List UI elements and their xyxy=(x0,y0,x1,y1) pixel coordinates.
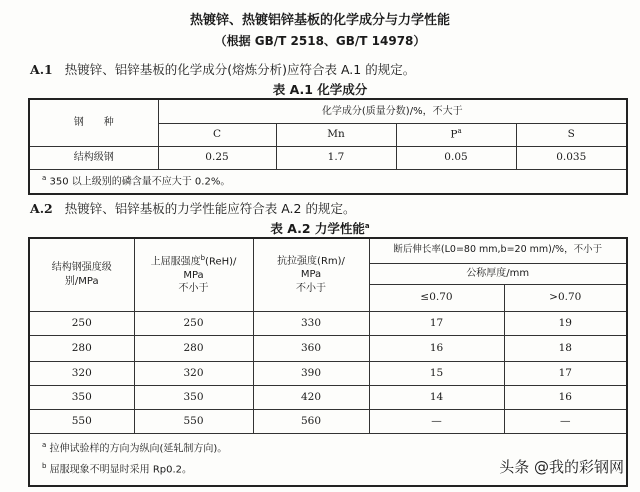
table-row xyxy=(29,361,627,385)
cell: 0.25 xyxy=(158,146,276,169)
cell: 15 xyxy=(369,361,504,385)
cell: 350 xyxy=(29,385,134,409)
header-steel-type: 钢 种 xyxy=(29,99,158,146)
table1-caption: 表 A.1 化学成分 xyxy=(272,82,368,97)
document-subtitle: （根据 GB/T 2518、GB/T 14978） xyxy=(214,34,426,48)
note-a: $^a$ 拉伸试验样的方向为纵向(延轧制方向)。 xyxy=(42,441,228,455)
clause-number: A.1 xyxy=(30,62,53,77)
clause-text: 热镀锌、铝锌基板的化学成分(熔炼分析)应符合表 A.1 的规定。 xyxy=(64,62,416,77)
document-title: 热镀锌、热镀铝锌基板的化学成分与力学性能 xyxy=(189,13,450,28)
cell: 17 xyxy=(369,311,504,335)
header-yield: 上屈服强度$^b$(ReH)/ MPa 不小于 xyxy=(134,238,253,311)
cell: 250 xyxy=(29,311,134,335)
cell: 14 xyxy=(369,385,504,409)
table2-caption: 表 A.2 力学性能$^a$ xyxy=(270,221,370,236)
cell: 390 xyxy=(253,361,369,385)
cell: 560 xyxy=(253,409,369,433)
cell: 360 xyxy=(253,335,369,361)
cell: — xyxy=(504,409,627,433)
cell: 18 xyxy=(504,335,627,361)
clause-text: 热镀锌、铝锌基板的力学性能应符合表 A.2 的规定。 xyxy=(64,201,356,216)
watermark: 头条 @我的彩钢网 xyxy=(499,458,624,476)
cell: 330 xyxy=(253,311,369,335)
header-grade: 结构钢强度级别/MPa xyxy=(29,238,134,311)
header-thickness-le: ≤0.70 xyxy=(369,284,504,311)
header-elongation: 断后伸长率(L0=80 mm,b=20 mm)/%，不小于 xyxy=(369,238,627,263)
cell: 320 xyxy=(134,361,253,385)
cell: — xyxy=(369,409,504,433)
table-row xyxy=(29,311,627,335)
table-row xyxy=(29,335,627,361)
clause-number: A.2 xyxy=(30,201,53,216)
header-tensile: 抗拉强度(Rm)/ MPa 不小于 xyxy=(253,238,369,311)
header-mn: Mn xyxy=(276,123,396,146)
header-thickness-gt: >0.70 xyxy=(504,284,627,311)
table-row xyxy=(29,409,627,433)
mechanical-properties-table xyxy=(28,237,628,487)
row-label: 结构级钢 xyxy=(29,146,158,169)
table-row xyxy=(29,385,627,409)
cell: 250 xyxy=(134,311,253,335)
cell: 550 xyxy=(134,409,253,433)
cell: 1.7 xyxy=(276,146,396,169)
cell: 280 xyxy=(134,335,253,361)
cell: 19 xyxy=(504,311,627,335)
cell: 350 xyxy=(134,385,253,409)
header-composition: 化学成分(质量分数)/%，不大于 xyxy=(158,99,627,123)
cell: 420 xyxy=(253,385,369,409)
cell: 16 xyxy=(504,385,627,409)
chemical-composition-table xyxy=(28,98,628,195)
clause-a2 xyxy=(30,199,355,217)
note-b: $^b$ 屈服现象不明显时采用 Rp0.2。 xyxy=(42,462,193,476)
cell: 280 xyxy=(29,335,134,361)
cell: 550 xyxy=(29,409,134,433)
header-s: S xyxy=(516,123,627,146)
table-row xyxy=(29,146,627,169)
cell: 0.05 xyxy=(396,146,516,169)
cell: 17 xyxy=(504,361,627,385)
header-thickness: 公称厚度/mm xyxy=(369,263,627,284)
cell: 0.035 xyxy=(516,146,627,169)
header-p: $P^a$ xyxy=(396,123,516,146)
header-c: C xyxy=(158,123,276,146)
cell: 16 xyxy=(369,335,504,361)
cell: 320 xyxy=(29,361,134,385)
clause-a1 xyxy=(30,60,415,78)
table-note: $^a$ 350 以上级别的磷含量不应大于 0.2%。 xyxy=(29,169,627,194)
